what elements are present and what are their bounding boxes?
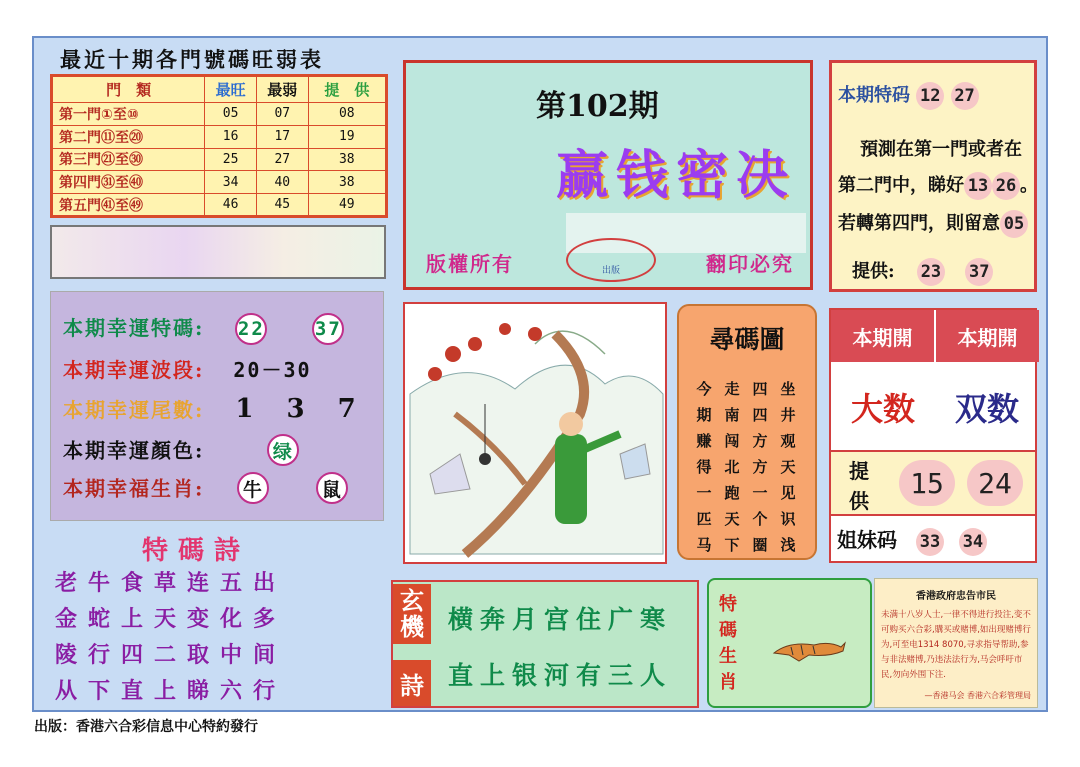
lucky-row-zodiac: [63, 472, 348, 504]
special-label: 本期特码: [838, 85, 910, 106]
row-label: 第一門①至⑩: [52, 102, 205, 125]
sister-ball: 34: [959, 528, 987, 556]
open-provide-label: 提供: [849, 459, 869, 513]
row-provide: 19: [308, 125, 386, 148]
table-row: [52, 102, 387, 125]
special-ball: 12: [916, 82, 944, 110]
row-strong: 46: [205, 194, 257, 217]
tezhao-box: [707, 578, 872, 708]
sister-row: [837, 524, 987, 556]
predict-ball: 26: [992, 172, 1020, 200]
lucky-row-band: [63, 354, 312, 383]
row-strong: 25: [205, 148, 257, 171]
poem-line: 老牛食草连五出: [55, 570, 287, 596]
seal-text: 出版: [601, 266, 620, 276]
xuan-line-2: 直上银河有三人: [448, 661, 673, 690]
scene-icon: [405, 304, 665, 562]
lucky-zodiac-ball: 鼠: [316, 472, 348, 504]
provide-ball: 37: [965, 258, 993, 286]
open-value-1: 大数: [850, 390, 915, 428]
lucky-special-label: 本期幸運特碼:: [63, 316, 205, 340]
predict-line-3: [838, 209, 1028, 238]
row-provide: 38: [308, 148, 386, 171]
seek-box: [677, 304, 817, 560]
footer-right: 翻印必究: [706, 252, 794, 276]
footer-left: 版權所有: [426, 252, 514, 276]
table-title: 最近十期各門號碼旺弱表: [60, 47, 324, 72]
special-provide-row: [852, 257, 993, 286]
sister-ball: 33: [916, 528, 944, 556]
lucky-row-tail: [63, 394, 368, 424]
lucky-band-label: 本期幸運波段:: [63, 358, 205, 382]
xuan-label-top: 玄機: [393, 584, 431, 644]
lucky-tail-value: 1 3 7: [235, 394, 368, 424]
row-provide: 08: [308, 102, 386, 125]
notice-footer: —香港马会 香港六合彩管理局: [924, 691, 1031, 700]
row-weak: 45: [256, 194, 308, 217]
table-row: [52, 125, 387, 148]
center-title-box: [403, 60, 813, 290]
row-weak: 07: [256, 102, 308, 125]
issue-number: 第102期: [536, 89, 659, 124]
header-category: 門 類: [52, 76, 205, 103]
predict-text: 若轉第四門，則留意: [838, 213, 1000, 234]
publisher-line: 出版：香港六合彩信息中心特約發行: [34, 719, 258, 735]
open-value-2: 双数: [954, 390, 1019, 428]
row-strong: 05: [205, 102, 257, 125]
table-row: [52, 171, 387, 194]
row-strong: 34: [205, 171, 257, 194]
predict-ball: 13: [964, 172, 992, 200]
xuan-box: [391, 580, 699, 708]
open-header-1: 本期開: [831, 310, 934, 362]
lucky-row-color: [63, 434, 299, 466]
seal-icon: [566, 238, 656, 282]
lucky-zodiac-label: 本期幸福生肖:: [63, 476, 205, 501]
seek-title: 尋碼圖: [709, 325, 785, 354]
table-row: [52, 148, 387, 171]
row-label: 第三門㉑至㉚: [52, 148, 205, 171]
predict-line-1: 預測在第一門或者在: [860, 139, 1022, 160]
lucky-zodiac-ball: 牛: [237, 472, 269, 504]
poem-title: 特碼詩: [142, 536, 251, 566]
lucky-color-label: 本期幸運顏色:: [63, 438, 205, 463]
poem-line: 从下直上睇六行: [55, 678, 287, 704]
table-header-row: [52, 76, 387, 103]
lucky-tail-label: 本期幸運尾數:: [63, 398, 205, 422]
poem-line: 金蛇上天变化多: [55, 606, 287, 632]
xuan-line-1: 横奔月宫住广寒: [448, 605, 673, 634]
poem-body: [55, 565, 367, 709]
open-provide-ball: 24: [967, 460, 1023, 506]
special-provide-label: 提供:: [852, 261, 895, 282]
header-strong: 最旺: [205, 76, 257, 103]
predict-end: 。: [1020, 175, 1038, 196]
notice-body: 未满十八岁人士,一律不得进行投注,变不可购买六合彩,購买或赌博,如出现赌博行为,可至电1314 8070,寻求指导帮助,参与非法赌博,乃违法法行为,马会呼吁市民,勿向外围下注.: [881, 610, 1031, 680]
header-provide: 提 供: [308, 76, 386, 103]
sister-label: 姐妹码: [837, 528, 897, 552]
row-weak: 40: [256, 171, 308, 194]
row-provide: 38: [308, 171, 386, 194]
door-table: [50, 74, 388, 218]
open-header-2: 本期開: [936, 310, 1039, 362]
header-weak: 最弱: [256, 76, 308, 103]
row-label: 第五門㊶至㊾: [52, 194, 205, 217]
table-row: [52, 194, 387, 217]
special-row: [838, 81, 979, 110]
xuan-label-bottom: 詩: [393, 660, 431, 706]
open-provide-ball: 15: [899, 460, 955, 506]
predict-text: 第二門中，睇好: [838, 175, 964, 196]
row-provide: 49: [308, 194, 386, 217]
predict-line-2: [838, 171, 1038, 200]
main-title: 赢钱密决: [556, 145, 797, 206]
poem-line: 陵行四二取中间: [55, 642, 287, 668]
lucky-row-special: [63, 312, 344, 345]
tezhao-label: 特碼生肖: [719, 594, 737, 693]
lucky-special-ball: 22: [235, 313, 267, 345]
lucky-color-ball: 绿: [267, 434, 299, 466]
predict-ball: 05: [1000, 210, 1028, 238]
tiger-icon: [769, 635, 849, 665]
row-weak: 17: [256, 125, 308, 148]
open-provide-row: [831, 450, 1035, 516]
seek-column: 今期赚得一匹马: [696, 380, 712, 554]
seek-column: 四四方方一个圈: [752, 380, 768, 554]
seek-column: 走南闯北跑天下: [724, 380, 740, 554]
row-label: 第二門⑪至⑳: [52, 125, 205, 148]
open-box: [829, 308, 1037, 563]
row-label: 第四門㉛至㊵: [52, 171, 205, 194]
row-weak: 27: [256, 148, 308, 171]
lucky-panel: [50, 291, 384, 521]
blurred-banner: [50, 225, 386, 279]
lucky-special-ball: 37: [312, 313, 344, 345]
row-strong: 16: [205, 125, 257, 148]
notice-box: [874, 578, 1038, 708]
provide-ball: 23: [917, 258, 945, 286]
seek-columns: [693, 376, 799, 558]
scene-illustration: [403, 302, 667, 564]
special-ball: 27: [951, 82, 979, 110]
lucky-band-value: 20－30: [233, 358, 312, 382]
notice-title: 香港政府忠告市民: [916, 591, 996, 602]
special-box: [829, 60, 1037, 292]
seek-column: 坐井观天见识浅: [780, 380, 796, 554]
